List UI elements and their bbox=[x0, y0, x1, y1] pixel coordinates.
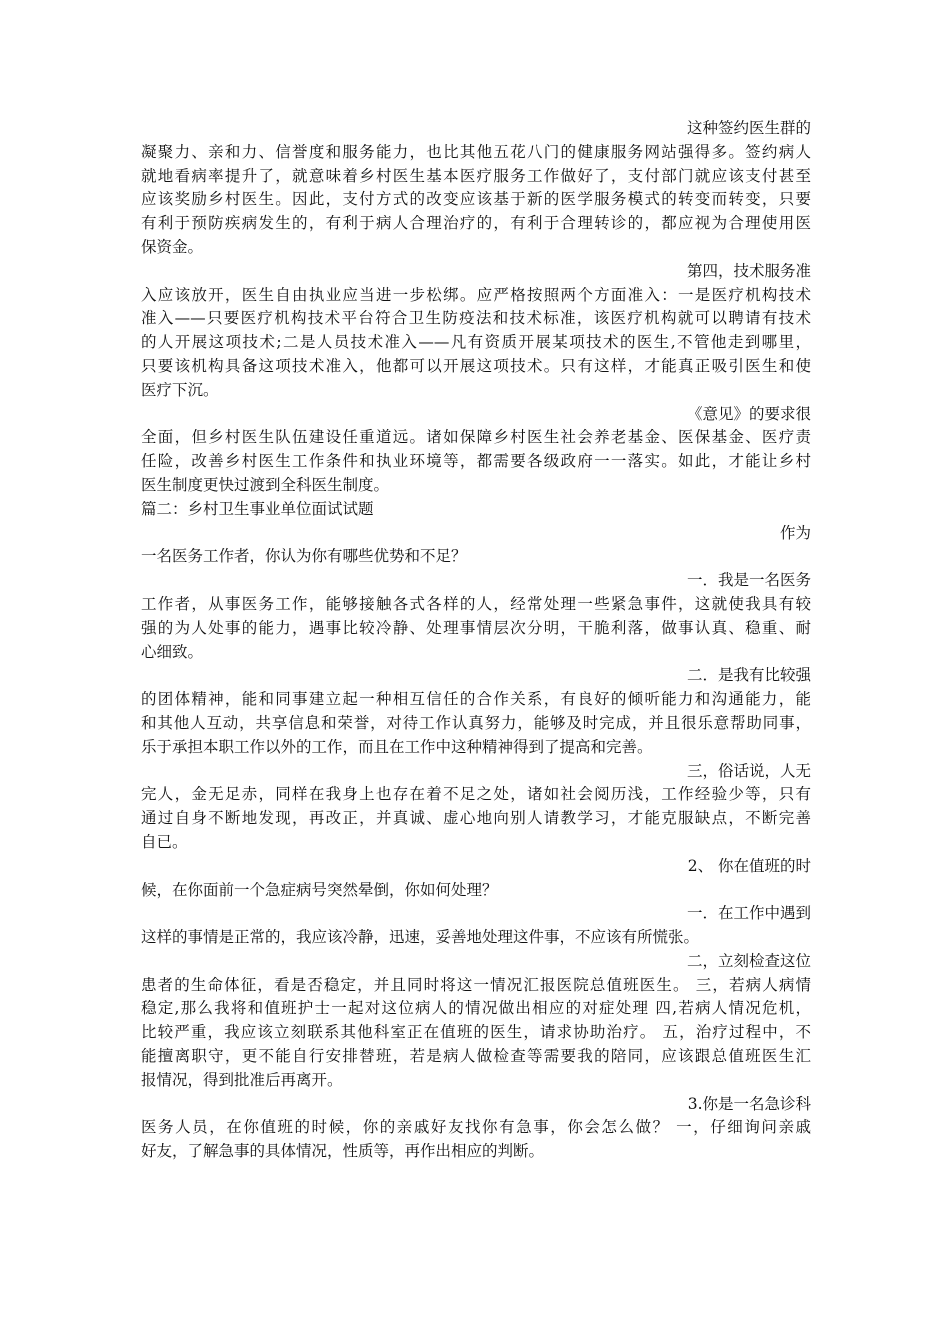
text-line: 3.你是一名急诊科 bbox=[687, 1094, 811, 1113]
text-line: 一．我是一名医务 bbox=[686, 571, 811, 590]
text-line: 这样的事情是正常的，我应该冷静，迅速，妥善地处理这件事，不应该有所慌张。 bbox=[141, 928, 700, 947]
text-line: 和其他人互动，共享信息和荣誉，对待工作认真努力，能够及时完成，并且很乐意帮助同事， bbox=[141, 713, 811, 732]
text-line: 二．是我有比较强 bbox=[686, 666, 811, 685]
text-line: 稳定,那么我将和值班护士一起对这位病人的情况做出相应的对症处理 四,若病人情况危机， bbox=[141, 999, 811, 1018]
text-line: 医疗下沉。 bbox=[141, 380, 219, 399]
text-line: 医生制度更快过渡到全科医生制度。 bbox=[141, 475, 390, 494]
text-line: 的团体精神，能和同事建立起一种相互信任的合作关系，有良好的倾听能力和沟通能力，能 bbox=[141, 690, 811, 709]
text-line: 保资金。 bbox=[141, 237, 204, 256]
text-line: 比较严重，我应该立刻联系其他科室正在值班的医生，请求协助治疗。 五，治疗过程中，不 bbox=[141, 1023, 811, 1042]
text-line: 这种签约医生群的 bbox=[686, 119, 811, 137]
text-line: 心细致。 bbox=[141, 642, 204, 661]
text-line: 的人开展这项技术;二是人员技术准入——凡有资质开展某项技术的医生,不管他走到哪里， bbox=[141, 333, 811, 352]
text-line: 候，在你面前一个急症病号突然晕倒，你如何处理？ bbox=[141, 880, 498, 899]
text-line: 一名医务工作者，你认为你有哪些优势和不足？ bbox=[141, 547, 467, 566]
text-line: 2、 你在值班的时 bbox=[687, 856, 811, 875]
text-line: 任险，改善乡村医生工作条件和执业环境等，都需要各级政府一一落实。如此，才能让乡村 bbox=[141, 452, 811, 471]
text-column bbox=[141, 117, 811, 1164]
text-line: 强的为人处事的能力，遇事比较冷静、处理事情层次分明，干脆利落，做事认真、稳重、耐 bbox=[141, 618, 811, 637]
text-line: 只要该机构具备这项技术准入，他都可以开展这项技术。只有这样，才能真正吸引医生和使 bbox=[141, 356, 811, 375]
text-line: 三，俗话说，人无 bbox=[686, 761, 811, 780]
text-line: 报情况，得到批准后再离开。 bbox=[141, 1070, 343, 1089]
text-line: 篇二：乡村卫生事业单位面试试题 bbox=[141, 499, 374, 518]
text-line: 乐于承担本职工作以外的工作，而且在工作中这种精神得到了提高和完善。 bbox=[141, 737, 653, 756]
text-line: 应该奖励乡村医生。因此，支付方式的改变应该基于新的医学服务模式的转变而转变，只要 bbox=[141, 190, 811, 209]
text-line: 全面，但乡村医生队伍建设任重道远。诸如保障乡村医生社会养老基金、医保基金、医疗责 bbox=[141, 428, 811, 447]
text-line: 准入——只要医疗机构技术平台符合卫生防疫法和技术标准，该医疗机构就可以聘请有技术 bbox=[141, 309, 811, 328]
text-line: 患者的生命体征，看是否稳定，并且同时将这一情况汇报医院总值班医生。 三，若病人病情 bbox=[141, 975, 811, 994]
text-line: 自已。 bbox=[141, 832, 188, 851]
text-line: 通过自身不断地发现，再改正，并真诚、虚心地向别人请教学习，才能克服缺点，不断完善 bbox=[141, 809, 811, 828]
text-line: 有利于预防疾病发生的，有利于病人合理治疗的，有利于合理转诊的，都应视为合理使用医 bbox=[141, 214, 811, 233]
text-line: 二，立刻检查这位 bbox=[686, 951, 811, 970]
text-line: 凝聚力、亲和力、信誉度和服务能力，也比其他五花八门的健康服务网站强得多。签约病人 bbox=[141, 142, 811, 161]
text-line: 好友，了解急事的具体情况，性质等，再作出相应的判断。 bbox=[141, 1142, 545, 1161]
text-line: 第四，技术服务准 bbox=[686, 261, 811, 280]
text-line: 一．在工作中遇到 bbox=[686, 904, 811, 923]
text-line: 医务人员，在你值班的时候，你的亲戚好友找你有急事，你会怎么做？ 一，仔细询问亲戚 bbox=[141, 1118, 811, 1137]
text-line: 能擅离职守，更不能自行安排替班，若是病人做检查等需要我的陪同，应该跟总值班医生汇 bbox=[141, 1047, 811, 1066]
text-line: 工作者，从事医务工作，能够接触各式各样的人，经常处理一些紧急事件，这就使我具有较 bbox=[141, 594, 811, 613]
text-line: 完人，金无足赤，同样在我身上也存在着不足之处，诸如社会阅历浅，工作经验少等，只有 bbox=[141, 785, 811, 804]
text-line: 入应该放开，医生自由执业应当进一步松绑。应严格按照两个方面准入：一是医疗机构技术 bbox=[141, 285, 811, 304]
text-line: 《意见》的要求很 bbox=[686, 404, 811, 423]
text-line: 作为 bbox=[779, 523, 811, 542]
text-line: 就地看病率提升了，就意味着乡村医生基本医疗服务工作做好了，支付部门就应该支付甚至 bbox=[141, 166, 811, 185]
